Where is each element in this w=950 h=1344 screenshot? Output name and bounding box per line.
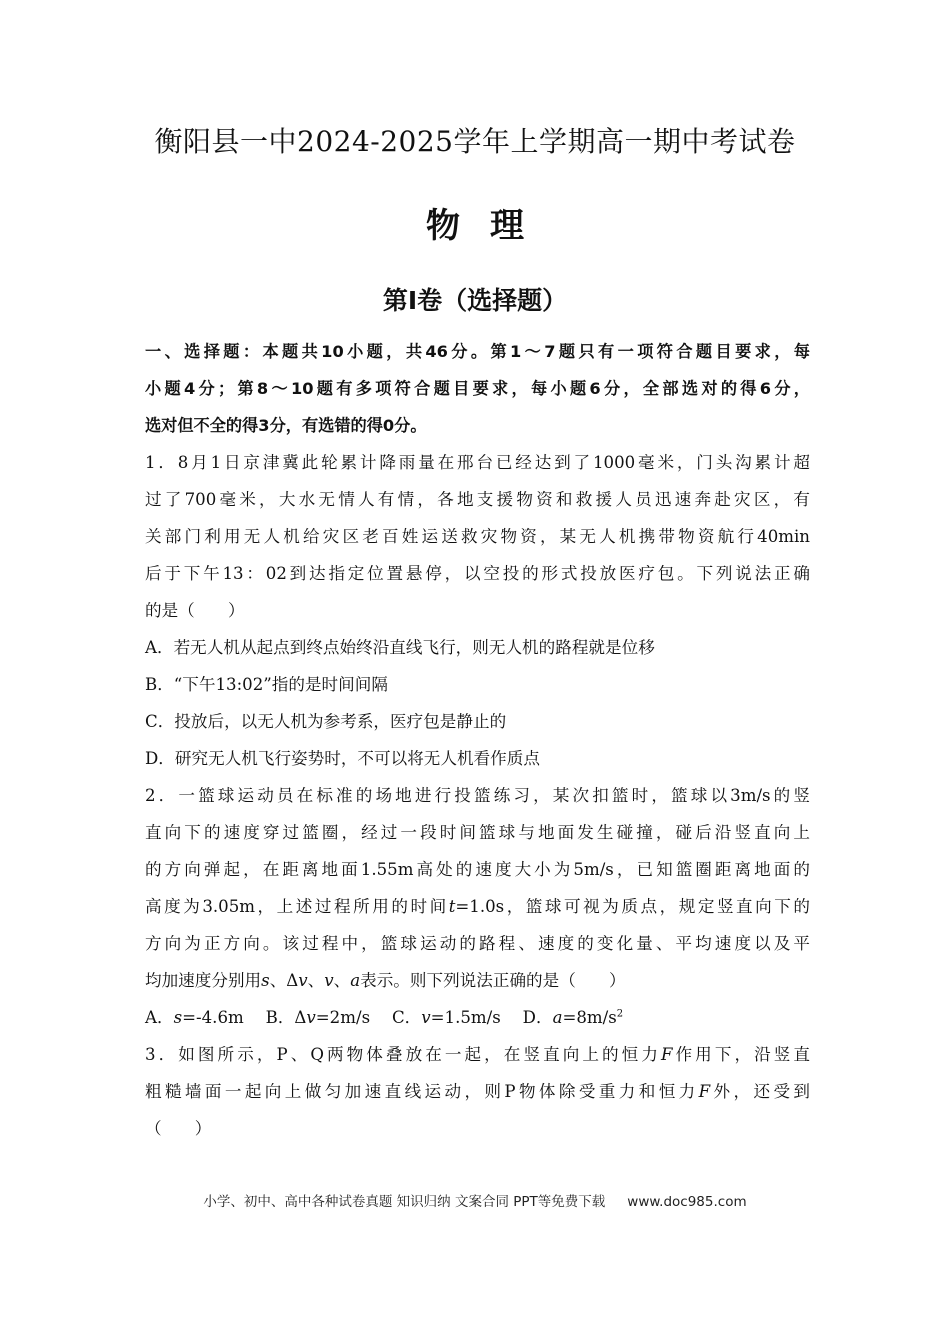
option-d: D．研究无人机飞行姿势时，不可以将无人机看作质点 (145, 749, 540, 768)
page-footer (0, 1190, 950, 1210)
instructions (145, 333, 810, 444)
question-stem-line (145, 888, 810, 925)
question-stem-line: （ ） (145, 1119, 212, 1138)
variable-s: s (261, 971, 270, 990)
text-span: 、 (307, 971, 325, 990)
question-stem-line (145, 1073, 810, 1110)
instruction-line: 小题4分；第8～10题有多项符合题目要求，每小题6分，全部选对的得6分， (145, 379, 810, 398)
text-span: 作用下，沿竖直 (672, 1045, 811, 1064)
exam-body (145, 333, 810, 1147)
footer-url: www.doc985.com (627, 1194, 747, 1210)
text-span: 表示。则下列说法正确的是（ ） (360, 971, 626, 990)
question-stem-line: 方向为正方向。该过程中，篮球运动的路程、速度的变化量、平均速度以及平 (145, 934, 810, 953)
exam-title: 衡阳县一中2024-2025学年上学期高一期中考试卷 (154, 125, 796, 158)
question-stem-line (145, 962, 810, 999)
option-b: B．“下午13:02”指的是时间间隔 (145, 675, 388, 694)
footer-text: 小学、初中、高中各种试卷真题 知识归纳 文案合同 PPT等免费下载 (203, 1194, 606, 1210)
option-a: A．s=-4.6m (145, 1008, 244, 1027)
question-stem-line: 后于下午13：02到达指定位置悬停，以空投的形式投放医疗包。下列说法正确 (145, 564, 810, 583)
instruction-line: 选对但不全的得3分，有选错的得0分。 (145, 416, 427, 435)
question-stem-line: 过了700毫米，大水无情人有情，各地支援物资和救援人员迅速奔赴灾区，有 (145, 490, 810, 509)
question-stem-line: 2．一篮球运动员在标准的场地进行投篮练习，某次扣篮时，篮球以3m/s的竖 (145, 786, 810, 805)
variable-v: v (324, 971, 334, 990)
option-d: D．$a=8m/s^2$ (522, 1008, 624, 1027)
question-stem-line: 的是（ ） (145, 601, 245, 620)
variable-f: F (698, 1082, 711, 1101)
variable-v: v (298, 971, 308, 990)
text-span: 3．如图所示，P、Q两物体叠放在一起，在竖直向上的恒力 (145, 1045, 661, 1064)
option-c: C．投放后，以无人机为参考系，医疗包是静止的 (145, 712, 507, 731)
options-line (145, 999, 810, 1036)
variable-t: t (448, 897, 456, 916)
text-span: 粗糙墙面一起向上做匀加速直线运动，则P物体除受重力和恒力 (145, 1082, 699, 1101)
option-b: B．Δv=2m/s (265, 1008, 371, 1027)
variable-f: F (660, 1045, 673, 1064)
section-title: 第Ⅰ卷（选择题） (382, 286, 568, 315)
text-span: =1.0s，篮球可视为质点，规定竖直向下的 (455, 897, 810, 916)
question-3 (145, 1036, 810, 1147)
instruction-line: 一、选择题：本题共10小题，共46分。第1～7题只有一项符合题目要求，每 (145, 342, 810, 361)
question-stem-line: 关部门利用无人机给灾区老百姓运送救灾物资，某无人机携带物资航行40min (145, 527, 810, 546)
question-stem-line: 1．8月1日京津冀此轮累计降雨量在邢台已经达到了1000毫米，门头沟累计超 (145, 453, 810, 472)
question-stem-line: 的方向弹起，在距离地面1.55m高处的速度大小为5m/s，已知篮圈距离地面的 (145, 860, 810, 879)
text-span: 、 (333, 971, 351, 990)
question-stem-line: 直向下的速度穿过篮圈，经过一段时间篮球与地面发生碰撞，碰后沿竖直向上 (145, 823, 810, 842)
question-1 (145, 444, 810, 777)
question-2 (145, 777, 810, 1036)
text-span: 均加速度分别用 (145, 971, 262, 990)
text-span: 高度为3.05m，上述过程所用的时间 (145, 897, 449, 916)
question-stem-line (145, 1036, 810, 1073)
text-span: 外，还受到 (710, 1082, 811, 1101)
variable-a: a (350, 971, 361, 990)
option-c: C．v=1.5m/s (391, 1008, 501, 1027)
text-span: 、Δ (269, 971, 299, 990)
subject-title: 物理 (426, 206, 554, 246)
option-a: A．若无人机从起点到终点始终沿直线飞行，则无人机的路程就是位移 (145, 638, 655, 657)
